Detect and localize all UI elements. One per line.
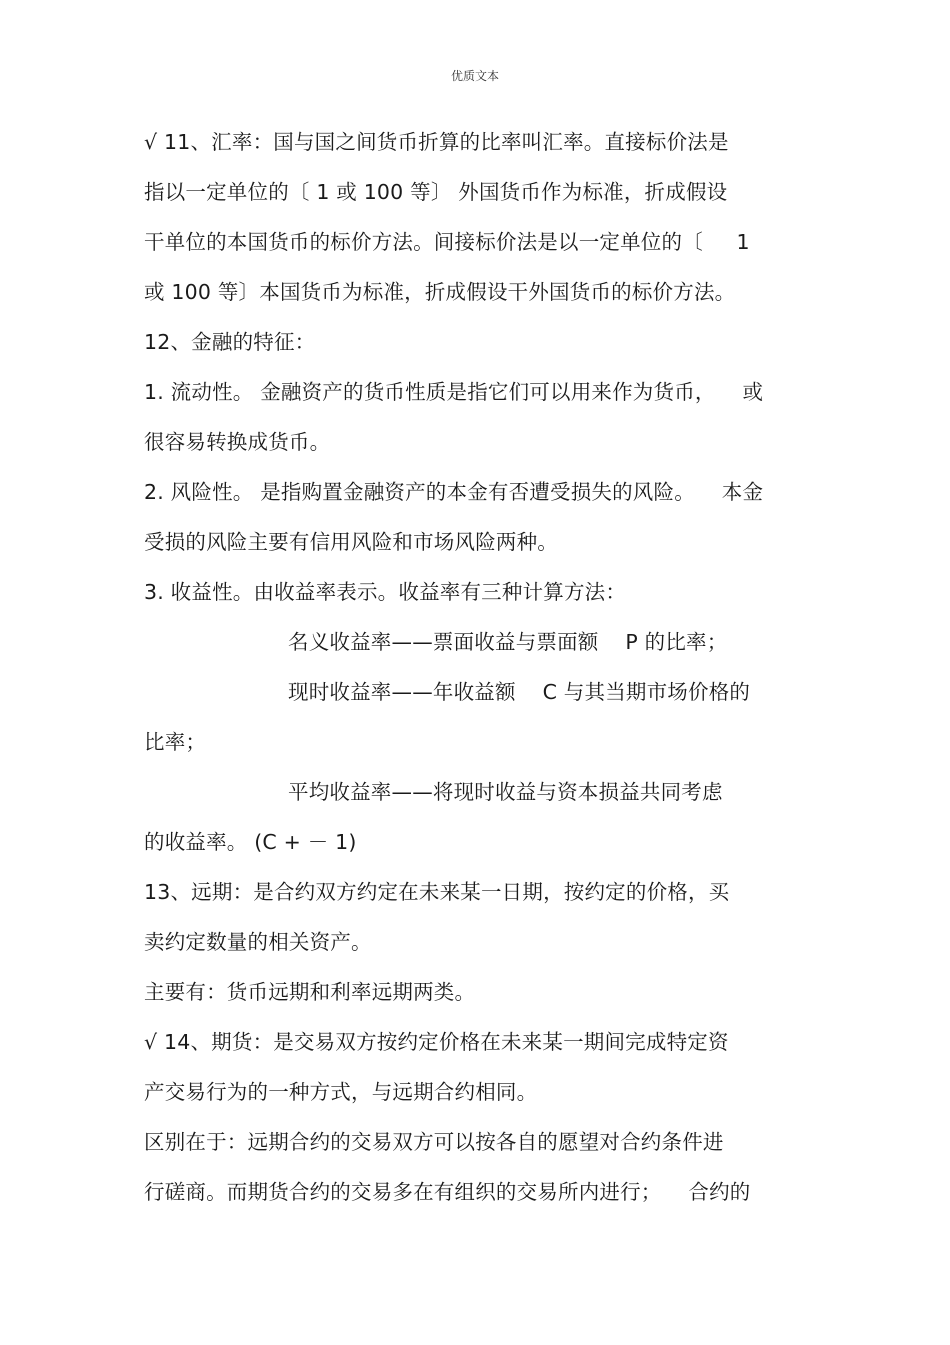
text-line: 很容易转换成货币。 xyxy=(144,430,331,454)
text-line: 2. 风险性。 是指购置金融资产的本金有否遭受损失的风险。 本金 xyxy=(144,480,764,504)
text-line: 主要有：货币远期和利率远期两类。 xyxy=(144,980,476,1004)
text-line: 或 100 等〕本国货币为标准，折成假设干外国货币的标价方法。 xyxy=(144,280,736,304)
indented-line: 名义收益率——票面收益与票面额 P 的比率； xyxy=(288,630,728,654)
text-line: 1. 流动性。 金融资产的货币性质是指它们可以用来作为货币， 或 xyxy=(144,380,764,404)
page-header: 优质文本 xyxy=(450,69,499,83)
text-line: 指以一定单位的〔 1 或 100 等〕 外国货币作为标准，折成假设 xyxy=(144,180,728,204)
text-line: √ 14、期货：是交易双方按约定价格在未来某一期间完成特定资 xyxy=(144,1030,729,1054)
text-line: 比率； xyxy=(144,730,207,754)
text-line: 的收益率。 (C + － 1) xyxy=(144,830,357,854)
text-line: 卖约定数量的相关资产。 xyxy=(144,930,372,954)
text-line: 区别在于：远期合约的交易双方可以按各自的愿望对合约条件进 xyxy=(144,1130,724,1154)
text-line: 干单位的本国货币的标价方法。间接标价法是以一定单位的〔 1 xyxy=(144,230,750,254)
text-line: 产交易行为的一种方式，与远期合约相同。 xyxy=(144,1080,538,1104)
section-heading: 12、金融的特征： xyxy=(144,330,316,354)
text-line: √ 11、汇率：国与国之间货币折算的比率叫汇率。直接标价法是 xyxy=(144,130,729,154)
text-line: 3. 收益性。由收益率表示。收益率有三种计算方法： xyxy=(144,580,627,604)
indented-line: 平均收益率——将现时收益与资本损益共同考虑 xyxy=(288,780,723,804)
text-line: 受损的风险主要有信用风险和市场风险两种。 xyxy=(144,530,558,554)
text-line: 13、远期：是合约双方约定在未来某一日期，按约定的价格，买 xyxy=(144,880,730,904)
text-line: 行磋商。而期货合约的交易多在有组织的交易所内进行； 合约的 xyxy=(144,1180,751,1204)
indented-line: 现时收益率——年收益额 C 与其当期市场价格的 xyxy=(288,680,751,704)
